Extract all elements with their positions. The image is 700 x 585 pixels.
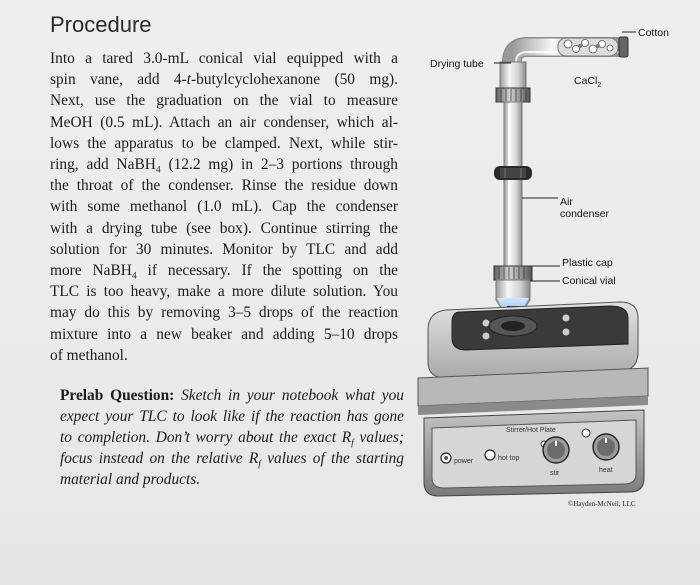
procedure-line: Into a tared 3.0-mL conical vial equipped with a <box>50 50 398 67</box>
procedure-line: the throat of the condenser. Rinse the residue down <box>50 177 398 195</box>
prelab-line: expect your TLC to look like if the reaction has gone <box>60 408 404 425</box>
copyright-notice: ©Hayden-McNeil, LLC <box>568 500 636 508</box>
procedure-line: Next, use the graduation on the vial to measure <box>50 92 398 110</box>
prelab-line: focus instead on the relative $R_f$ values of the starting <box>60 450 404 470</box>
hot-top-indicator <box>485 450 495 460</box>
air-condenser <box>494 102 532 270</box>
procedure-line: ring, add NaBH$_4$ (12.2 mg) in 2–3 portions through <box>50 156 398 176</box>
power-switch[interactable] <box>441 453 451 463</box>
heat-label: heat <box>599 467 613 474</box>
plate-title: Stirrer/Hot Plate <box>506 427 556 434</box>
procedure-line: spin vane, add 4-t-butylcyclohexanone (50 mg). <box>50 71 398 89</box>
procedure-line: with some methanol (1.0 mL). Cap the condenser <box>50 198 398 216</box>
plastic-cap <box>494 266 532 280</box>
stir-label: stir <box>550 470 560 477</box>
drying-tube <box>512 37 628 62</box>
procedure-line: more NaBH$_4$ if necessary. If the spotting on the <box>50 262 398 282</box>
conical-vial-label: Conical vial <box>562 275 616 287</box>
air-label: Air <box>560 196 573 208</box>
prelab-line: Prelab Question: Sketch in your notebook what you <box>60 387 405 404</box>
prelab-line: material and products. <box>60 471 201 488</box>
procedure-paragraph <box>50 48 398 366</box>
cacl2-label: CaCl$_2$ <box>574 75 602 89</box>
procedure-line: of methanol. <box>50 346 128 364</box>
prelab-lead: Prelab Question: <box>60 387 175 404</box>
prelab-question <box>60 385 404 490</box>
procedure-line: MeOH (0.5 mL). Attach an air condenser, which al- <box>50 113 398 131</box>
stir-knob[interactable] <box>543 437 569 463</box>
procedure-line: solution for 30 minutes. Monitor by TLC and add <box>50 240 398 258</box>
plastic-cap-label: Plastic cap <box>562 257 613 269</box>
heat-knob[interactable] <box>593 434 619 460</box>
hot-plate <box>418 302 648 496</box>
hot-top-label: hot top <box>498 455 520 462</box>
apparatus-diagram <box>410 0 700 585</box>
prelab-line: to completion. Don’t worry about the exact $R_f$ values; <box>60 429 404 449</box>
procedure-line: lows the apparatus to be clamped. Next, while stir- <box>50 134 398 152</box>
procedure-line: TLC is too heavy, make a more dilute solution. You <box>50 283 398 301</box>
condenser-label: condenser <box>560 208 610 220</box>
procedure-heading: Procedure <box>50 12 152 37</box>
procedure-line: with a drying tube (see box). Continue stirring the <box>50 219 398 237</box>
drying-tube-label: Drying tube <box>430 58 484 70</box>
procedure-line: may do this by removing 3–5 drops of the reaction <box>50 304 398 322</box>
power-label: power <box>454 458 474 465</box>
cotton-label: Cotton <box>638 27 669 39</box>
procedure-line: mixture into a new beaker and adding 5–10 drops <box>50 325 398 343</box>
